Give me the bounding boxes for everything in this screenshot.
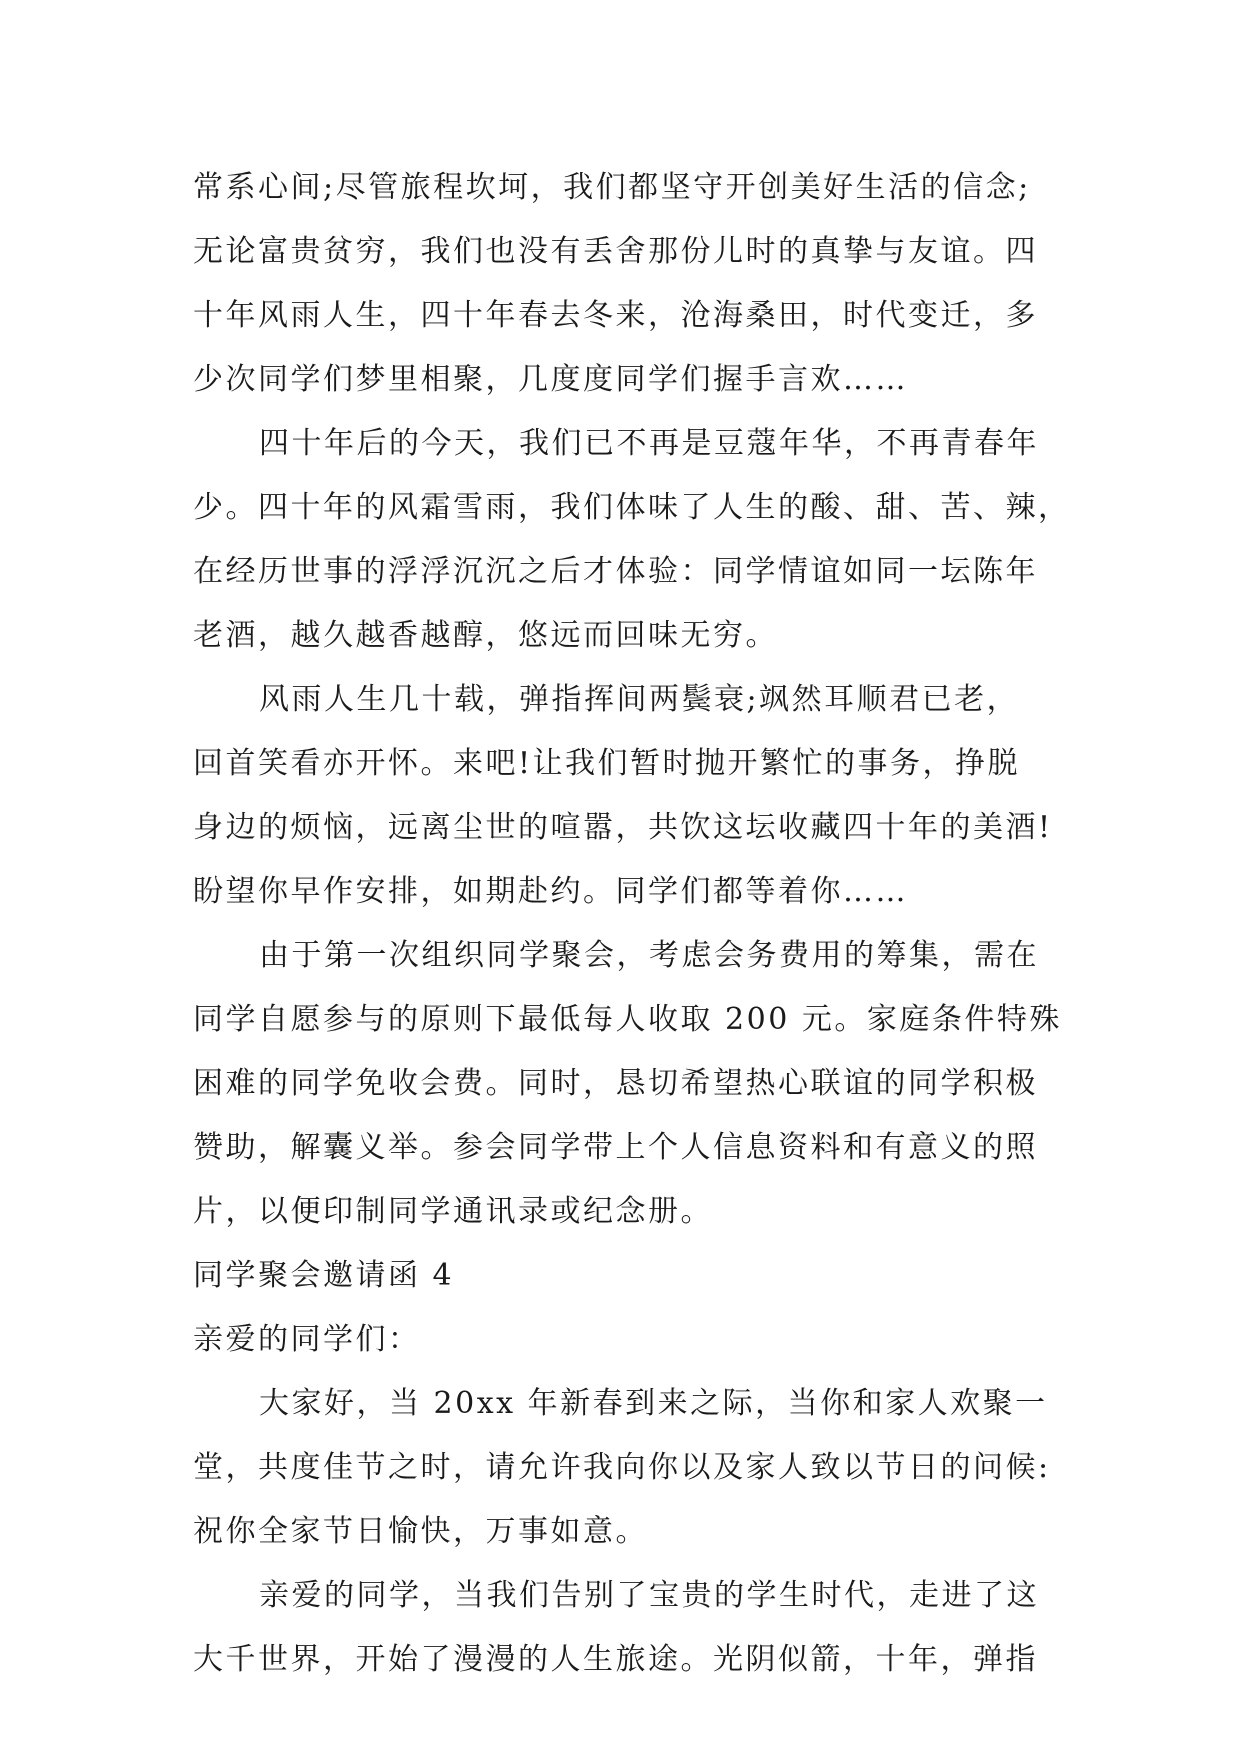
text-line: 风雨人生几十载，弹指挥间两鬓衰;飒然耳顺君已老， <box>259 682 1020 717</box>
text-line: 大千世界，开始了漫漫的人生旅途。光阴似箭，十年，弹指 <box>193 1642 1038 1677</box>
section-heading: 同学聚会邀请函 4 <box>193 1258 455 1293</box>
text-line: 身边的烦恼，远离尘世的喧嚣，共饮这坛收藏四十年的美酒! <box>193 810 1053 845</box>
text-line: 回首笑看亦开怀。来吧!让我们暂时抛开繁忙的事务，挣脱 <box>193 746 1021 781</box>
text-line: 祝你全家节日愉快，万事如意。 <box>193 1514 648 1549</box>
text-line: 在经历世事的浮浮沉沉之后才体验：同学情谊如同一坛陈年 <box>193 554 1038 589</box>
text-line: 十年风雨人生，四十年春去冬来，沧海桑田，时代变迁，多 <box>193 298 1038 333</box>
document-page <box>193 156 1071 1692</box>
text-line: 大家好，当 20xx 年新春到来之际，当你和家人欢聚一 <box>259 1386 1048 1421</box>
text-line: 老酒，越久越香越醇，悠远而回味无穷。 <box>193 618 778 653</box>
text-line: 四十年后的今天，我们已不再是豆蔻年华，不再青春年 <box>259 426 1039 461</box>
text-line: 少。四十年的风霜雪雨，我们体味了人生的酸、甜、苦、辣， <box>193 490 1071 525</box>
text-line: 由于第一次组织同学聚会，考虑会务费用的筹集，需在 <box>259 938 1039 973</box>
text-line: 同学自愿参与的原则下最低每人收取 200 元。家庭条件特殊 <box>193 1002 1062 1037</box>
text-line: 无论富贵贫穷，我们也没有丢舍那份儿时的真挚与友谊。四 <box>193 234 1038 269</box>
text-line: 盼望你早作安排，如期赴约。同学们都等着你…… <box>193 874 908 909</box>
text-line: 片，以便印制同学通讯录或纪念册。 <box>193 1194 713 1229</box>
text-line: 常系心间;尽管旅程坎坷，我们都坚守开创美好生活的信念; <box>193 170 1031 205</box>
text-line: 少次同学们梦里相聚，几度度同学们握手言欢…… <box>193 362 908 397</box>
text-line: 堂，共度佳节之时，请允许我向你以及家人致以节日的问候: <box>193 1450 1051 1485</box>
text-line: 赞助，解囊义举。参会同学带上个人信息资料和有意义的照 <box>193 1130 1038 1165</box>
text-line: 亲爱的同学，当我们告别了宝贵的学生时代，走进了这 <box>259 1578 1039 1613</box>
salutation: 亲爱的同学们： <box>193 1322 421 1357</box>
text-line: 困难的同学免收会费。同时，恳切希望热心联谊的同学积极 <box>193 1066 1038 1101</box>
